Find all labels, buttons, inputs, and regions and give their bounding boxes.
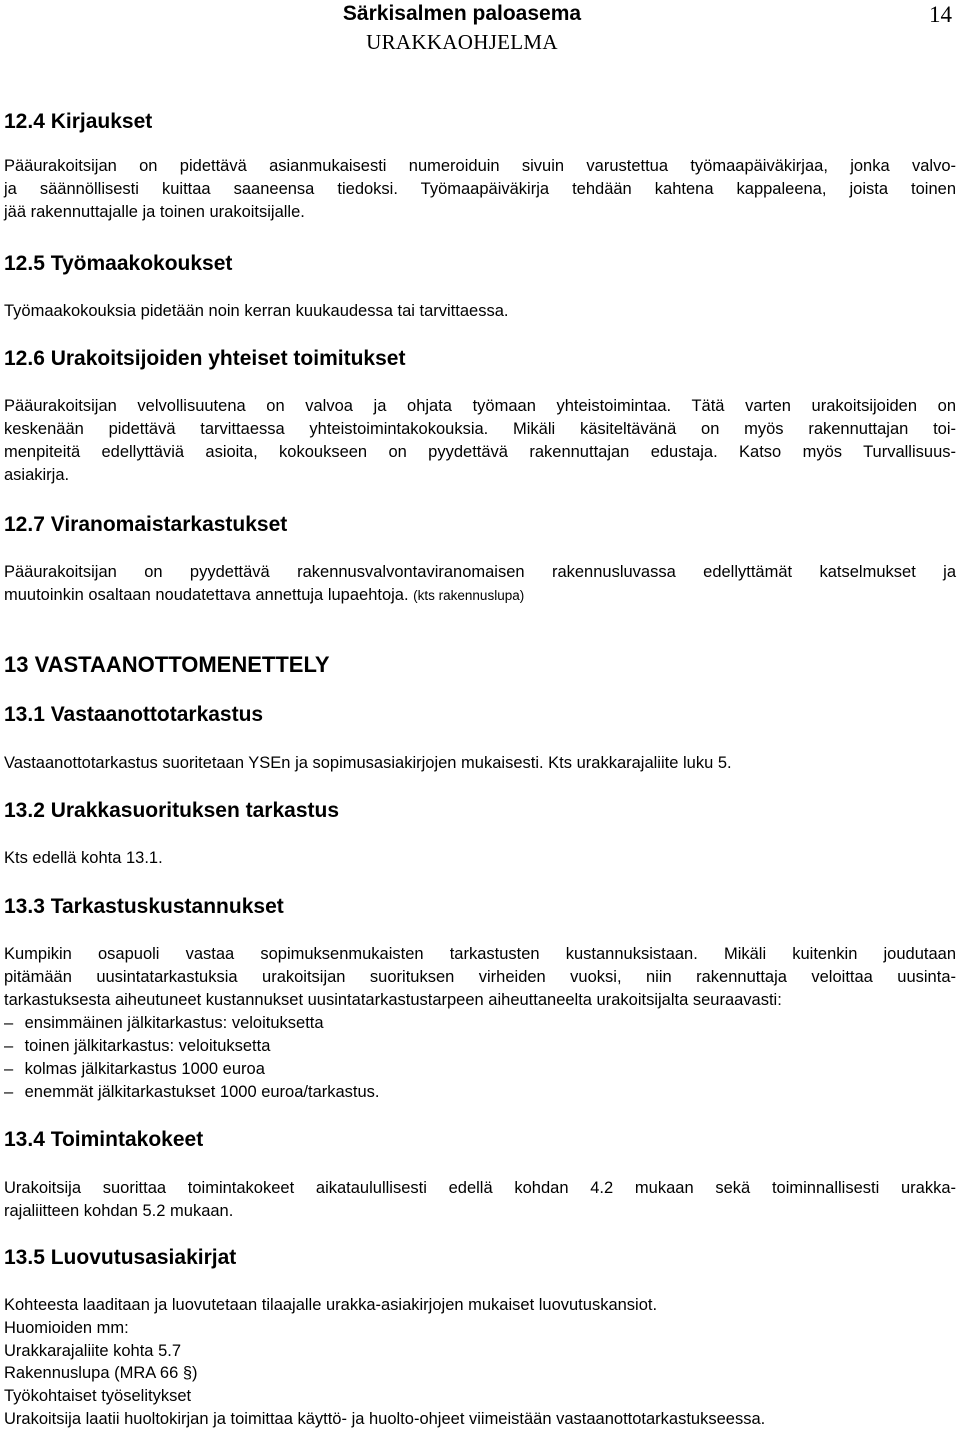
dash-bullet: – [4, 1037, 14, 1055]
paragraph-13-3 [4, 943, 956, 1104]
heading-13-3: 13.3 Tarkastuskustannukset [4, 895, 284, 918]
paragraph-line: Pääurakoitsijan on pidettävä asianmukaisesti numeroiduin sivuin varustettua työmaapäiväkirjaa, jonka valvo- [4, 157, 956, 175]
paragraph-line: tarkastuksesta aiheutuneet kustannukset uusintatarkastustarpeen aiheuttaneelta urakoitsijalta seuraavasti: [4, 991, 782, 1009]
paragraph-12-5 [4, 300, 956, 323]
paragraph-13-1 [4, 752, 956, 775]
dash-bullet: – [4, 1083, 14, 1101]
paragraph-line: Kts edellä kohta 13.1. [4, 849, 163, 867]
reference-note: (kts rakennuslupa) [413, 588, 525, 603]
paragraph-line: Huomioiden mm: [4, 1318, 129, 1337]
paragraph-line [4, 584, 956, 607]
paragraph-line: rajaliitteen kohdan 5.2 mukaan. [4, 1202, 234, 1220]
list-item [4, 1035, 956, 1058]
paragraph-line: Pääurakoitsijan velvollisuutena on valvoa ja ohjata työmaan yhteistoimintaa. Tätä varten urakoitsijoiden on [4, 397, 956, 415]
list-item [4, 1012, 956, 1035]
paragraph-line: Työmaakokouksia pidetään noin kerran kuukaudessa tai tarvittaessa. [4, 302, 509, 320]
heading-12-7: 12.7 Viranomaistarkastukset [4, 513, 288, 536]
paragraph-line: Kumpikin osapuoli vastaa sopimuksenmukaisten tarkastusten kustannuksistaan. Mikäli kuitenkin joudutaan [4, 945, 956, 963]
page-number: 14 [929, 2, 952, 27]
list-item [4, 1081, 956, 1104]
heading-12-6: 12.6 Urakoitsijoiden yhteiset toimitukset [4, 347, 406, 370]
paragraph-line: Urakoitsija suorittaa toimintakokeet aikataulullisesti edellä kohdan 4.2 mukaan sekä toiminnallisesti urakka- [4, 1179, 956, 1197]
paragraph-13-5 [4, 1294, 956, 1431]
document-header-title: Särkisalmen paloasema [342, 2, 582, 25]
paragraph-line: ja säännöllisesti kuittaa saaneensa tiedoksi. Työmaapäiväkirja tehdään kahtena kappaleena, joista toinen [4, 180, 956, 198]
list-item [4, 1058, 956, 1081]
dash-bullet: – [4, 1014, 14, 1032]
list-item-text: toinen jälkitarkastus: veloituksetta [24, 1037, 271, 1055]
paragraph-line: pitämään uusintatarkastuksia urakoitsijan suorituksen virheiden vuoksi, niin rakennuttaja veloittaa uusinta- [4, 968, 956, 986]
document-header-subtitle: URAKKAOHJELMA [366, 30, 558, 54]
heading-13-5: 13.5 Luovutusasiakirjat [4, 1246, 237, 1269]
paragraph-line: Pääurakoitsijan on pyydettävä rakennusvalvontaviranomaisen rakennusluvassa edellyttämät katselmukset ja [4, 563, 956, 581]
list-item-text: kolmas jälkitarkastus 1000 euroa [24, 1060, 265, 1078]
paragraph-13-4 [4, 1177, 956, 1223]
paragraph-12-4 [4, 155, 956, 224]
heading-13: 13 VASTAANOTTOMENETTELY [4, 652, 330, 677]
heading-12-5: 12.5 Työmaakokoukset [4, 252, 233, 275]
heading-13-2: 13.2 Urakkasuorituksen tarkastus [4, 799, 340, 822]
paragraph-line: Kohteesta laaditaan ja luovutetaan tilaajalle urakka-asiakirjojen mukaiset luovutuskansiot. [4, 1296, 658, 1314]
paragraph-line: keskenään pidettävä tarvittaessa yhteistoimintakokouksia. Mikäli käsiteltävänä on myös rakennuttajan toi- [4, 420, 956, 438]
paragraph-line: Työkohtaiset työselitykset [4, 1387, 192, 1406]
paragraph-line: Vastaanottotarkastus suoritetaan YSEn ja sopimusasiakirjojen mukaisesti. Kts urakkarajaliite luku 5. [4, 754, 732, 772]
heading-13-1: 13.1 Vastaanottotarkastus [4, 703, 264, 726]
paragraph-line: jää rakennuttajalle ja toinen urakoitsijalle. [4, 203, 305, 221]
paragraph-13-2 [4, 847, 956, 870]
list-item-text: enemmät jälkitarkastukset 1000 euroa/tarkastus. [24, 1083, 380, 1101]
dash-bullet: – [4, 1060, 14, 1078]
paragraph-text: muutoinkin osaltaan noudatettava annettuja lupaehtoja. [4, 586, 409, 604]
paragraph-line: Rakennuslupa (MRA 66 §) [4, 1364, 198, 1383]
paragraph-line: Urakoitsija laatii huoltokirjan ja toimittaa käyttö- ja huolto-ohjeet viimeistään vastaanottotarkastukseessa. [4, 1409, 766, 1428]
paragraph-line: menpiteitä edellyttäviä asioita, kokoukseen on pyydettävä rakennuttajan edustaja. Katso myös Turvallisuus- [4, 443, 956, 461]
list-item-text: ensimmäinen jälkitarkastus: veloituksetta [24, 1014, 324, 1032]
paragraph-12-7 [4, 561, 956, 607]
paragraph-line: Urakkarajaliite kohta 5.7 [4, 1341, 182, 1360]
heading-12-4: 12.4 Kirjaukset [4, 110, 153, 133]
paragraph-line: asiakirja. [4, 466, 70, 484]
paragraph-12-6 [4, 395, 956, 487]
heading-13-4: 13.4 Toimintakokeet [4, 1128, 204, 1151]
